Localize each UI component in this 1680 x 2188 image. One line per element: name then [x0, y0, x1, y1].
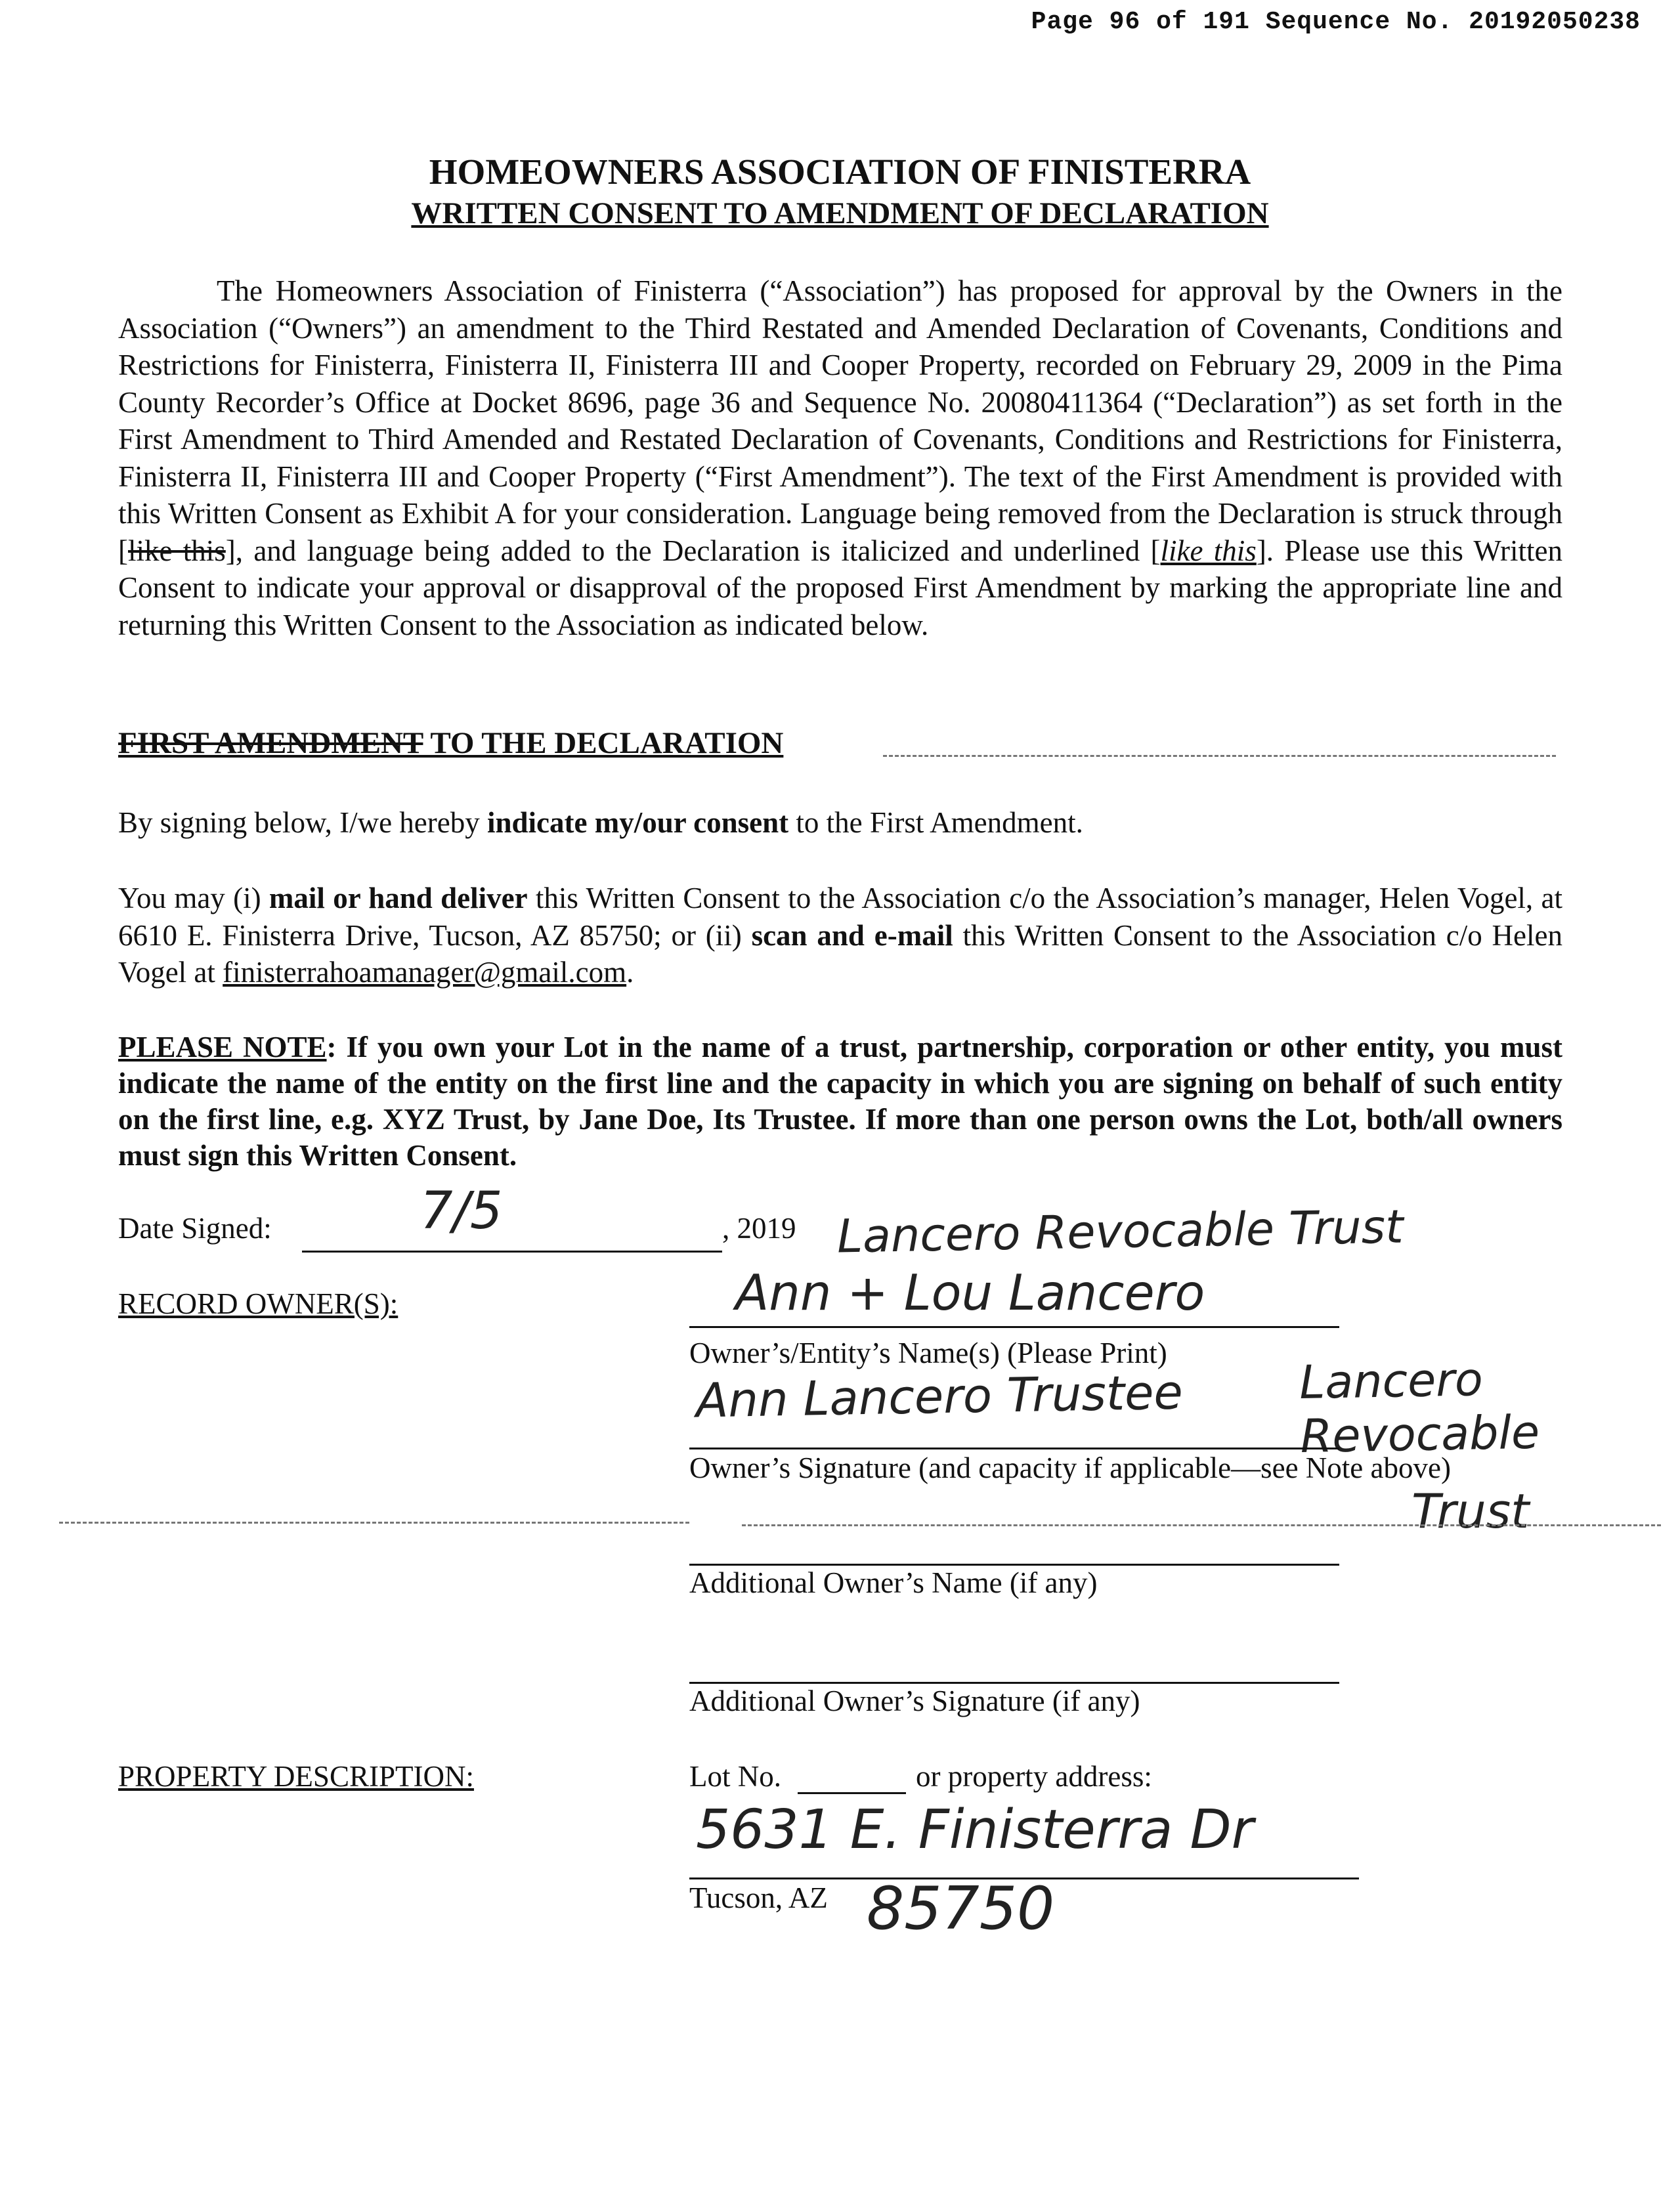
italic-underline-example: like this [1160, 534, 1257, 567]
date-signed-value: 7/5 [420, 1182, 503, 1241]
consent-statement: By signing below, I/we hereby indicate my/our consent to the First Amendment. [118, 806, 1083, 839]
lot-number-line[interactable] [798, 1792, 906, 1794]
zip-code-handwritten: 85750 [867, 1874, 1055, 1943]
property-address-label: or property address: [916, 1760, 1152, 1793]
document-subtitle: WRITTEN CONSENT TO AMENDMENT OF DECLARATION [411, 196, 1269, 230]
intro-paragraph: The Homeowners Association of Finisterra (“Association”) has proposed for approval by the Owners in the Association (“Owners”) an amendment to the Third Restated and Amended Declaration of Covenants, Conditions and Restrictions for Finisterra, Finisterra II, Finisterra III and Cooper Property, recorded on February 29, 2009 in the Pima County Recorder’s Office at Docket 8696, page 36 and Sequence No. 20080411364 (“Declaration”) as set forth in the First Amendment to Third Amended and Restated Declaration of Covenants, Conditions and Restrictions for Finisterra, Finisterra II, Finisterra III and Cooper Property (“First Amendment”). The text of the First Amendment is provided with this Written Consent as Exhibit A for your consideration. Language being removed from the Declaration is struck through [like this], and language being added to the Declaration is italicized and underlined [like this]. Please use this Written Consent to indicate your approval or disapproval of the proposed First Amendment by marking the appropriate line and returning this Written Consent to the Association as indicated below. [118, 274, 1563, 641]
please-note: PLEASE NOTE: If you own your Lot in the name of a trust, partnership, corporation or other entity, you must indicate the name of the entity on the first line and the capacity in which you are signing on behalf of such entity on the first line, e.g. XYZ Trust, by Jane Doe, Its Trustee. If more than one person owns the Lot, both/all owners must sign this Written Consent. [118, 1031, 1562, 1172]
owner-name-handwritten-2: Ann + Lou Lancero [735, 1264, 1205, 1321]
dashed-rule-3 [742, 1524, 1661, 1526]
section-heading: FIRST AMENDMENT TO THE DECLARATION [118, 726, 784, 760]
delivery-instructions: You may (i) mail or hand deliver this Written Consent to the Association c/o the Association’s manager, Helen Vogel, at 6610 E. Finisterra Drive, Tucson, AZ 85750; or (ii) scan and e-mail this Written Consent to the Association c/o Helen Vogel at finisterrahoamanager@gmail.com. [118, 882, 1562, 989]
owner-name-handwritten-1: Lancero Revocable Trust [836, 1199, 1404, 1264]
lot-number-label: Lot No. [689, 1760, 781, 1793]
additional-owner-signature-caption: Additional Owner’s Signature (if any) [689, 1684, 1140, 1717]
strike-example: like this [128, 534, 226, 567]
additional-owner-name-caption: Additional Owner’s Name (if any) [689, 1566, 1098, 1599]
owner-signature-line[interactable] [689, 1448, 1339, 1449]
property-address-handwritten: 5631 E. Finisterra Dr [696, 1799, 1254, 1861]
owner-name-line[interactable] [689, 1326, 1339, 1328]
owner-signature-handwritten-1: Lancero Revocable [1299, 1352, 1540, 1464]
owner-signature-handwritten-3: Trust [1411, 1484, 1530, 1539]
owner-name-caption: Owner’s/Entity’s Name(s) (Please Print) [689, 1337, 1167, 1369]
property-description-label: PROPERTY DESCRIPTION: [118, 1760, 474, 1793]
email-link[interactable]: finisterrahoamanager@gmail.com [223, 956, 627, 989]
city-state-label: Tucson, AZ [689, 1881, 828, 1914]
owner-signature-handwritten-2: Ann Lancero Trustee [695, 1364, 1184, 1428]
owner-signature-caption: Owner’s Signature (and capacity if applicable—see Note above) [689, 1451, 1451, 1484]
date-year: , 2019 [722, 1212, 796, 1245]
document-title: HOMEOWNERS ASSOCIATION OF FINISTERRA [429, 152, 1251, 192]
record-owners-label: RECORD OWNER(S): [118, 1287, 398, 1320]
page-sequence-header: Page 96 of 191 Sequence No. 20192050238 [1031, 8, 1641, 36]
dashed-rule [883, 755, 1556, 757]
dashed-rule-2 [59, 1522, 689, 1524]
date-signed-line[interactable] [302, 1251, 722, 1253]
date-signed-label: Date Signed: [118, 1212, 272, 1245]
